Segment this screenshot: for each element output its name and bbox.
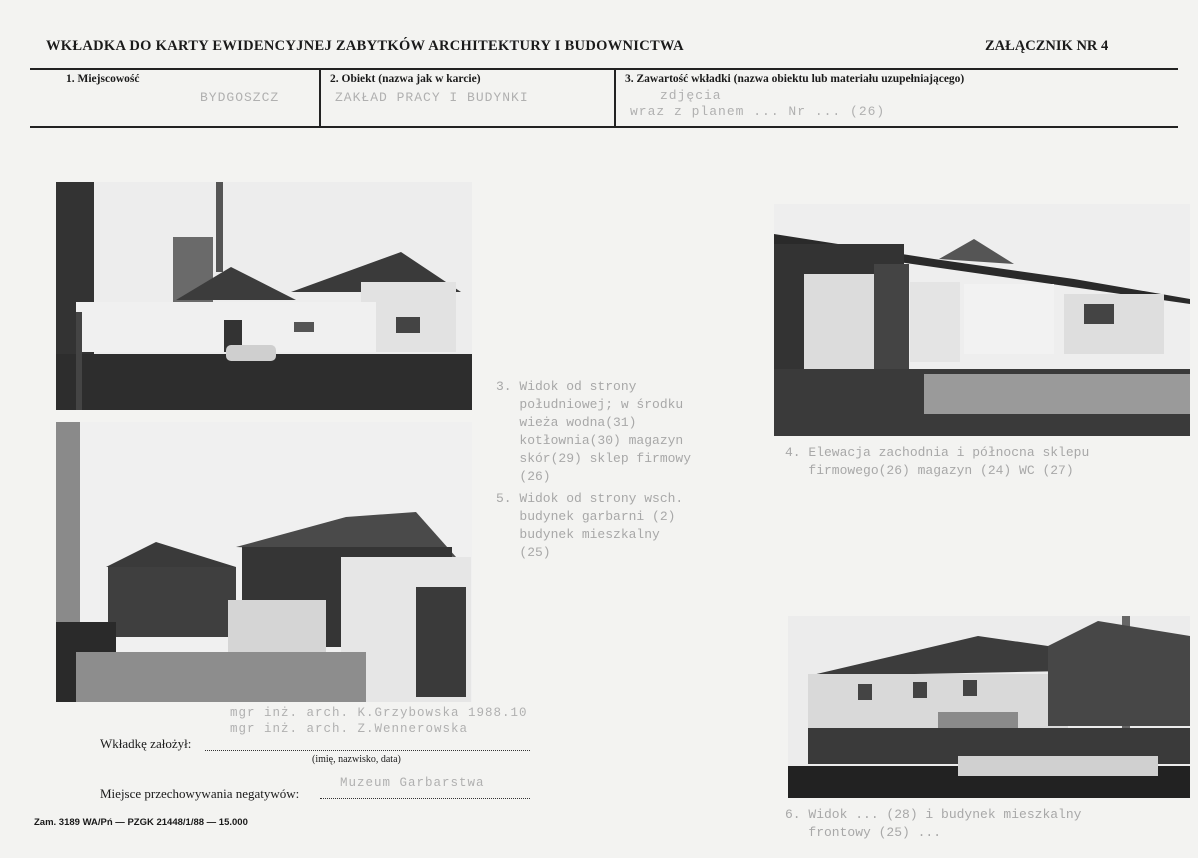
annex-number: ZAŁĄCZNIK NR 4 [985, 38, 1109, 54]
author-dotted-line [205, 750, 530, 751]
negatives-dotted-line [320, 798, 530, 799]
field-contents-value-2: wraz z planem ... Nr ... (26) [630, 104, 886, 119]
caption-photo-3: 3. Widok od strony południowej; w środku wieża wodna(31) kotłownia(30) magazyn skór(29) sklep firmowy (26) [496, 379, 692, 484]
negatives-value: Muzeum Garbarstwa [340, 776, 485, 790]
table-divider-2 [614, 68, 616, 126]
table-bottom-rule [30, 126, 1178, 128]
table-top-rule [30, 68, 1178, 70]
field-contents-value-1: zdjęcia [660, 88, 722, 103]
field-object-value: ZAKŁAD PRACY I BUDYNKI [335, 90, 529, 105]
field-locality-label: 1. Miejscowość [66, 73, 140, 85]
caption-photo-4: 4. Elewacja zachodnia i północna sklepu firmowego(26) magazyn (24) WC (27) [785, 445, 1090, 478]
author-hint: (imię, nazwisko, data) [312, 754, 401, 765]
negatives-label: Miejsce przechowywania negatywów: [100, 786, 300, 801]
caption-photo-5: 5. Widok od strony wsch. budynek garbarni (2) budynek mieszkalny (25) [496, 491, 684, 560]
author-label: Wkładkę założył: [100, 736, 192, 751]
caption-photo-6: 6. Widok ... (28) i budynek mieszkalny frontowy (25) ... [785, 807, 1082, 840]
form-title: WKŁADKA DO KARTY EWIDENCYJNEJ ZABYTKÓW ARCHITEKTURY I BUDOWNICTWA [46, 38, 684, 54]
author-line-2: mgr inż. arch. Z.Wennerowska [230, 722, 469, 736]
photo-east-view [56, 422, 472, 702]
author-line-1: mgr inż. arch. K.Grzybowska 1988.10 [230, 706, 528, 720]
field-locality-value: BYDGOSZCZ [200, 90, 280, 105]
photo-general-view [788, 616, 1190, 798]
table-divider-1 [319, 68, 321, 126]
photo-south-view [56, 182, 472, 410]
print-info: Zam. 3189 WA/Pń — PZGK 21448/1/88 — 15.000 [34, 817, 248, 828]
photo-west-north-elevation [774, 204, 1190, 436]
field-contents-label: 3. Zawartość wkładki (nazwa obiektu lub materiału uzupełniającego) [625, 73, 965, 85]
field-object-label: 2. Obiekt (nazwa jak w karcie) [330, 73, 481, 85]
